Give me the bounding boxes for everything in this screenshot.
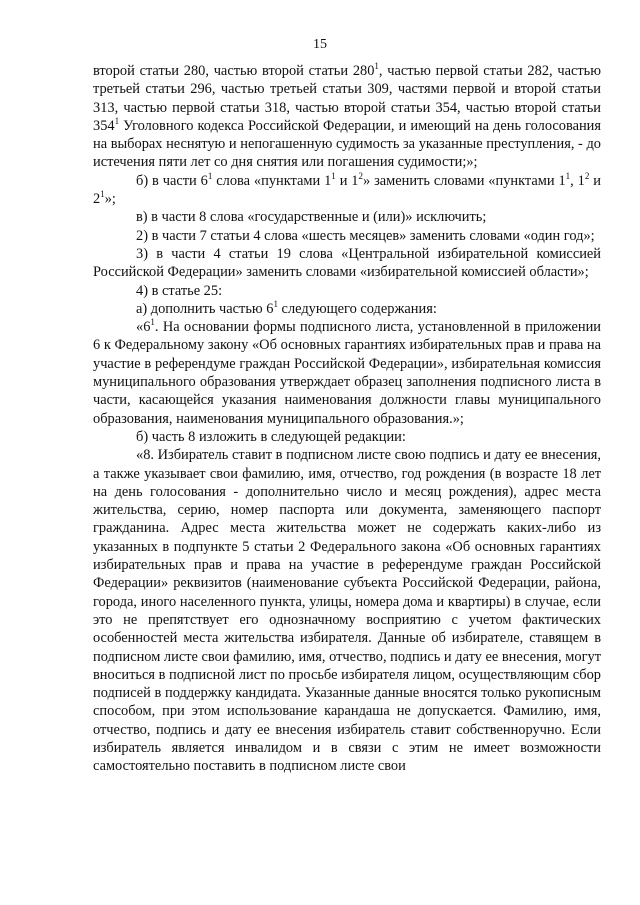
- paragraph: б) в части $6^1$ слова «пунктами $1^1$ и $1^2$» заменить словами «пунктами $1^1$, $1^2$ и $2^1$»;: [93, 170, 601, 208]
- paragraph: 2) в части 7 статьи 4 слова «шесть месяцев» заменить словами «один год»;: [136, 227, 595, 244]
- paragraph: «$6^1$. На основании формы подписного листа, установленной в приложении 6 к Федеральному закону «Об основных гарантиях избирательных прав и права на участие в референдуме граждан Российской Федерации», избирательная комиссия муниципального образования утверждает образец заполнения подписного листа в части, касающейся указания наименования должности главы муниципального образования, наименования муниципального образования.»;: [93, 317, 601, 427]
- paragraph: 3) в части 4 статьи 19 слова «Центральной избирательной комиссией Российской Федерации» заменить словами «избирательной комиссией области»;: [93, 245, 601, 281]
- paragraph: 4) в статье 25:: [136, 282, 223, 299]
- paragraph: а) дополнить частью $6^1$ следующего содержания:: [136, 299, 437, 317]
- document-body: [93, 62, 601, 776]
- paragraph: в) в части 8 слова «государственные и (или)» исключить;: [136, 209, 487, 226]
- paragraph: «8. Избиратель ставит в подписном листе свою подпись и дату ее внесения, а также указывает свои фамилию, имя, отчество, год рождения (в возрасте 18 лет на день голосования - дополнительно число и месяц рождения), адрес места жительства, серию, номер паспорта или документа, заменяющего паспорт гражданина. Адрес места жительства может не содержать каких-либо из указанных в подпункте 5 статьи 2 Федерального закона «Об основных гарантиях избирательных прав и права на участие в референдуме граждан Российской Федерации» реквизитов (наименование субъекта Российской Федерации, района, города, иного населенного пункта, улицы, номера дома и квартиры) в случае, если это не препятствует его однозначному восприятию с учетом фактических особенностей места жительства избирателя. Данные об избирателе, ставящем в подписном листе свои фамилию, имя, отчество, подпись и дату ее внесения, могут вноситься в подписной лист по просьбе избирателя лицом, осуществляющим сбор подписей в поддержку кандидата. Указанные данные вносятся только рукописным способом, при этом использование карандаша не допускается. Фамилию, имя, отчество, подпись и дату ее внесения избиратель ставит собственноручно. Если избиратель является инвалидом и в связи с этим не имеет возможности самостоятельно поставить в подписном листе свои: [93, 447, 601, 775]
- paragraph: б) часть 8 изложить в следующей редакции:: [136, 428, 406, 445]
- paragraph: второй статьи 280, частью второй статьи $280^1$, частью первой статьи 282, частью третьей статьи 296, частью третьей статьи 309, частями первой и второй статьи 313, частью первой статьи 318, частью второй статьи 354, частью второй статьи $354^1$ Уголовного кодекса Российской Федерации, и имеющий на день голосования на выборах неснятую и непогашенную судимость за указанные преступления, - до истечения пяти лет со дня снятия или погашения судимости;»;: [93, 61, 601, 171]
- page-number: 15: [313, 37, 327, 52]
